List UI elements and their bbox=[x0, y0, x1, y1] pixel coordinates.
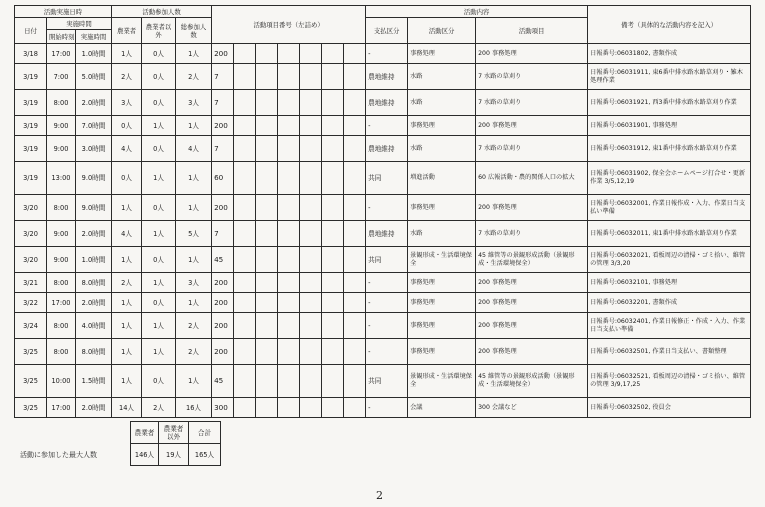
cell-remarks: 日報番号:06032101, 事務処理 bbox=[588, 273, 751, 293]
header-time-group: 実施時間 bbox=[47, 18, 112, 30]
cell-item-code-2 bbox=[234, 44, 256, 64]
cell-item-code-1: 7 bbox=[212, 136, 234, 162]
cell-payment: - bbox=[366, 293, 408, 313]
summary-value-non-farmers: 19人 bbox=[159, 444, 189, 466]
cell-category: 事務処理 bbox=[408, 313, 476, 339]
cell-item: 7 水路の草刈り bbox=[476, 136, 588, 162]
cell-item-code-6 bbox=[322, 44, 344, 64]
cell-total: 3人 bbox=[176, 90, 212, 116]
cell-item-code-7 bbox=[344, 221, 366, 247]
cell-duration: 1.0時間 bbox=[76, 44, 112, 64]
cell-item-code-3 bbox=[256, 339, 278, 365]
header-content-group: 活動内容 bbox=[366, 6, 588, 18]
cell-duration: 2.0時間 bbox=[76, 221, 112, 247]
cell-item: 200 事務処理 bbox=[476, 273, 588, 293]
cell-farmers: 1人 bbox=[112, 313, 142, 339]
cell-start-time: 17:00 bbox=[47, 398, 76, 418]
cell-farmers: 3人 bbox=[112, 90, 142, 116]
cell-item-code-2 bbox=[234, 90, 256, 116]
cell-start-time: 17:00 bbox=[47, 44, 76, 64]
cell-category: 増進活動 bbox=[408, 162, 476, 195]
cell-duration: 8.0時間 bbox=[76, 273, 112, 293]
cell-item-code-3 bbox=[256, 162, 278, 195]
cell-duration: 4.0時間 bbox=[76, 313, 112, 339]
cell-total: 2人 bbox=[176, 339, 212, 365]
cell-item-code-6 bbox=[322, 90, 344, 116]
cell-total: 16人 bbox=[176, 398, 212, 418]
cell-item-code-2 bbox=[234, 64, 256, 90]
cell-item-code-1: 200 bbox=[212, 339, 234, 365]
cell-item-code-4 bbox=[278, 398, 300, 418]
cell-total: 5人 bbox=[176, 221, 212, 247]
summary-value-farmers: 146人 bbox=[131, 444, 159, 466]
cell-payment: 農地維持 bbox=[366, 221, 408, 247]
cell-category: 水路 bbox=[408, 64, 476, 90]
cell-date: 3/19 bbox=[15, 64, 47, 90]
cell-item-code-3 bbox=[256, 44, 278, 64]
cell-item: 200 事務処理 bbox=[476, 195, 588, 221]
cell-non-farmers: 0人 bbox=[142, 90, 176, 116]
summary-header-farmers: 農業者 bbox=[131, 422, 159, 444]
cell-start-time: 9:00 bbox=[47, 116, 76, 136]
cell-item-code-4 bbox=[278, 273, 300, 293]
cell-farmers: 1人 bbox=[112, 44, 142, 64]
cell-item-code-7 bbox=[344, 195, 366, 221]
cell-non-farmers: 0人 bbox=[142, 195, 176, 221]
cell-item-code-2 bbox=[234, 398, 256, 418]
cell-payment: - bbox=[366, 116, 408, 136]
cell-item-code-4 bbox=[278, 365, 300, 398]
table-row bbox=[15, 313, 751, 339]
cell-item: 7 水路の草刈り bbox=[476, 90, 588, 116]
cell-duration: 2.0時間 bbox=[76, 90, 112, 116]
cell-remarks: 日報番号:06031902, 保全会ホームページ打合せ・更新作業 3/5,12,19 bbox=[588, 162, 751, 195]
cell-item-code-1: 45 bbox=[212, 365, 234, 398]
cell-non-farmers: 0人 bbox=[142, 136, 176, 162]
header-category: 活動区分 bbox=[408, 18, 476, 44]
cell-item-code-4 bbox=[278, 221, 300, 247]
activity-record-table bbox=[14, 5, 751, 418]
cell-date: 3/20 bbox=[15, 195, 47, 221]
cell-farmers: 2人 bbox=[112, 64, 142, 90]
cell-total: 1人 bbox=[176, 195, 212, 221]
cell-non-farmers: 2人 bbox=[142, 398, 176, 418]
cell-item-code-7 bbox=[344, 44, 366, 64]
cell-item-code-1: 200 bbox=[212, 313, 234, 339]
cell-item-code-5 bbox=[300, 195, 322, 221]
header-date: 日付 bbox=[15, 18, 47, 44]
cell-payment: - bbox=[366, 273, 408, 293]
cell-item-code-5 bbox=[300, 44, 322, 64]
cell-item-code-2 bbox=[234, 339, 256, 365]
cell-item: 7 水路の草刈り bbox=[476, 64, 588, 90]
cell-item-code-5 bbox=[300, 365, 322, 398]
cell-item-code-1: 300 bbox=[212, 398, 234, 418]
cell-date: 3/19 bbox=[15, 162, 47, 195]
cell-farmers: 0人 bbox=[112, 116, 142, 136]
cell-remarks: 日報番号:06031921, 西3番中排水路水路草刈り作業 bbox=[588, 90, 751, 116]
cell-item-code-1: 45 bbox=[212, 247, 234, 273]
cell-item-code-4 bbox=[278, 339, 300, 365]
table-row bbox=[15, 293, 751, 313]
cell-payment: - bbox=[366, 398, 408, 418]
table-row bbox=[15, 90, 751, 116]
header-remarks: 備考（具体的な活動内容を記入） bbox=[588, 6, 751, 44]
cell-payment: 共同 bbox=[366, 365, 408, 398]
cell-duration: 5.0時間 bbox=[76, 64, 112, 90]
cell-total: 2人 bbox=[176, 64, 212, 90]
cell-remarks: 日報番号:06032201, 書類作成 bbox=[588, 293, 751, 313]
cell-item-code-4 bbox=[278, 90, 300, 116]
cell-remarks: 日報番号:06032021, 看板周辺の清掃・ゴミ拾い、維管の管理 3/3,20 bbox=[588, 247, 751, 273]
cell-item-code-5 bbox=[300, 136, 322, 162]
cell-category: 事務処理 bbox=[408, 44, 476, 64]
table-row bbox=[15, 116, 751, 136]
cell-remarks: 日報番号:06032001, 作業日報作成・入力、作業日当支払い準備 bbox=[588, 195, 751, 221]
cell-item-code-1: 200 bbox=[212, 116, 234, 136]
cell-item-code-3 bbox=[256, 221, 278, 247]
cell-item-code-2 bbox=[234, 247, 256, 273]
cell-item-code-7 bbox=[344, 365, 366, 398]
cell-date: 3/21 bbox=[15, 273, 47, 293]
cell-item-code-1: 200 bbox=[212, 293, 234, 313]
cell-item-code-2 bbox=[234, 293, 256, 313]
cell-item-code-5 bbox=[300, 247, 322, 273]
cell-item-code-7 bbox=[344, 162, 366, 195]
cell-remarks: 日報番号:06032011, 東1番中排水路水路草刈り作業 bbox=[588, 221, 751, 247]
cell-category: 水路 bbox=[408, 90, 476, 116]
cell-total: 1人 bbox=[176, 116, 212, 136]
cell-item-code-7 bbox=[344, 398, 366, 418]
cell-farmers: 0人 bbox=[112, 162, 142, 195]
cell-item: 300 会議など bbox=[476, 398, 588, 418]
cell-date: 3/20 bbox=[15, 247, 47, 273]
cell-category: 景観形成・生活環境保全 bbox=[408, 365, 476, 398]
header-duration: 実施時間 bbox=[76, 30, 112, 44]
cell-item: 45 維管等の景観形成活動（景観形成・生活環境保全） bbox=[476, 365, 588, 398]
cell-item-code-1: 200 bbox=[212, 273, 234, 293]
cell-farmers: 4人 bbox=[112, 221, 142, 247]
table-row bbox=[15, 195, 751, 221]
cell-item-code-2 bbox=[234, 136, 256, 162]
cell-start-time: 10:00 bbox=[47, 365, 76, 398]
cell-item-code-3 bbox=[256, 365, 278, 398]
cell-duration: 1.5時間 bbox=[76, 365, 112, 398]
cell-item-code-7 bbox=[344, 90, 366, 116]
cell-item-code-4 bbox=[278, 195, 300, 221]
cell-item-code-6 bbox=[322, 116, 344, 136]
cell-item: 200 事務処理 bbox=[476, 293, 588, 313]
cell-duration: 9.0時間 bbox=[76, 195, 112, 221]
cell-non-farmers: 1人 bbox=[142, 221, 176, 247]
cell-item-code-5 bbox=[300, 313, 322, 339]
cell-remarks: 日報番号:06031911, 東6番中排水路水路草刈り・雑木処理作業 bbox=[588, 64, 751, 90]
cell-non-farmers: 0人 bbox=[142, 247, 176, 273]
cell-category: 事務処理 bbox=[408, 339, 476, 365]
cell-item-code-6 bbox=[322, 313, 344, 339]
cell-category: 事務処理 bbox=[408, 273, 476, 293]
cell-date: 3/19 bbox=[15, 136, 47, 162]
cell-item-code-1: 7 bbox=[212, 90, 234, 116]
cell-payment: 共同 bbox=[366, 247, 408, 273]
cell-date: 3/25 bbox=[15, 339, 47, 365]
cell-item-code-3 bbox=[256, 195, 278, 221]
cell-duration: 8.0時間 bbox=[76, 339, 112, 365]
cell-item: 200 事務処理 bbox=[476, 44, 588, 64]
cell-item-code-2 bbox=[234, 162, 256, 195]
cell-item-code-7 bbox=[344, 116, 366, 136]
cell-item-code-5 bbox=[300, 116, 322, 136]
cell-farmers: 1人 bbox=[112, 247, 142, 273]
cell-non-farmers: 1人 bbox=[142, 313, 176, 339]
cell-remarks: 日報番号:06032401, 作業日報修正・作成・入力、作業日当支払い準備 bbox=[588, 313, 751, 339]
cell-total: 1人 bbox=[176, 44, 212, 64]
header-total: 総参加人数 bbox=[176, 18, 212, 44]
cell-date: 3/25 bbox=[15, 365, 47, 398]
cell-item-code-7 bbox=[344, 313, 366, 339]
cell-non-farmers: 1人 bbox=[142, 162, 176, 195]
summary-header-non-farmers: 農業者以外 bbox=[159, 422, 189, 444]
cell-farmers: 1人 bbox=[112, 365, 142, 398]
cell-remarks: 日報番号:06032501, 作業日当支払い、書類整理 bbox=[588, 339, 751, 365]
cell-item-code-1: 60 bbox=[212, 162, 234, 195]
cell-date: 3/20 bbox=[15, 221, 47, 247]
cell-total: 3人 bbox=[176, 273, 212, 293]
table-row bbox=[15, 44, 751, 64]
cell-total: 4人 bbox=[176, 136, 212, 162]
header-start: 開始時刻 bbox=[47, 30, 76, 44]
cell-remarks: 日報番号:06032502, 役員会 bbox=[588, 398, 751, 418]
cell-item-code-6 bbox=[322, 398, 344, 418]
cell-payment: 共同 bbox=[366, 162, 408, 195]
cell-non-farmers: 0人 bbox=[142, 44, 176, 64]
cell-farmers: 14人 bbox=[112, 398, 142, 418]
cell-category: 水路 bbox=[408, 136, 476, 162]
cell-payment: 農地維持 bbox=[366, 64, 408, 90]
cell-item-code-1: 7 bbox=[212, 64, 234, 90]
cell-duration: 2.0時間 bbox=[76, 398, 112, 418]
cell-date: 3/25 bbox=[15, 398, 47, 418]
cell-item-code-1: 7 bbox=[212, 221, 234, 247]
cell-item-code-1: 200 bbox=[212, 44, 234, 64]
cell-item-code-7 bbox=[344, 293, 366, 313]
cell-non-farmers: 1人 bbox=[142, 116, 176, 136]
cell-item-code-3 bbox=[256, 64, 278, 90]
cell-item-code-5 bbox=[300, 273, 322, 293]
cell-item-code-7 bbox=[344, 136, 366, 162]
cell-item-code-3 bbox=[256, 90, 278, 116]
cell-remarks: 日報番号:06031912, 東1番中排水路水路草刈り作業 bbox=[588, 136, 751, 162]
header-non-farmers: 農業者以外 bbox=[142, 18, 176, 44]
cell-item-code-5 bbox=[300, 221, 322, 247]
cell-payment: 農地維持 bbox=[366, 90, 408, 116]
cell-item-code-3 bbox=[256, 293, 278, 313]
cell-non-farmers: 0人 bbox=[142, 293, 176, 313]
cell-item-code-2 bbox=[234, 365, 256, 398]
cell-item-code-4 bbox=[278, 116, 300, 136]
cell-item-code-3 bbox=[256, 273, 278, 293]
table-row bbox=[15, 64, 751, 90]
cell-item-code-5 bbox=[300, 293, 322, 313]
table-row bbox=[15, 273, 751, 293]
cell-item-code-3 bbox=[256, 313, 278, 339]
summary-value-total: 165人 bbox=[189, 444, 221, 466]
cell-date: 3/24 bbox=[15, 313, 47, 339]
summary-table bbox=[130, 421, 221, 466]
cell-item-code-6 bbox=[322, 365, 344, 398]
cell-farmers: 1人 bbox=[112, 339, 142, 365]
cell-payment: 農地維持 bbox=[366, 136, 408, 162]
cell-total: 1人 bbox=[176, 293, 212, 313]
cell-item-code-4 bbox=[278, 293, 300, 313]
cell-item: 200 事務処理 bbox=[476, 339, 588, 365]
table-row bbox=[15, 365, 751, 398]
header-item: 活動項目 bbox=[476, 18, 588, 44]
cell-item: 7 水路の草刈り bbox=[476, 221, 588, 247]
cell-item-code-4 bbox=[278, 136, 300, 162]
cell-item-code-3 bbox=[256, 398, 278, 418]
cell-duration: 7.0時間 bbox=[76, 116, 112, 136]
cell-farmers: 1人 bbox=[112, 293, 142, 313]
cell-item: 200 事務処理 bbox=[476, 313, 588, 339]
table-row bbox=[15, 398, 751, 418]
cell-farmers: 4人 bbox=[112, 136, 142, 162]
cell-remarks: 日報番号:06031901, 事務処理 bbox=[588, 116, 751, 136]
cell-payment: - bbox=[366, 44, 408, 64]
cell-item-code-6 bbox=[322, 293, 344, 313]
cell-total: 2人 bbox=[176, 313, 212, 339]
cell-category: 水路 bbox=[408, 221, 476, 247]
cell-item-code-6 bbox=[322, 195, 344, 221]
table-body bbox=[15, 44, 751, 418]
cell-category: 会議 bbox=[408, 398, 476, 418]
cell-item-code-7 bbox=[344, 247, 366, 273]
cell-start-time: 8:00 bbox=[47, 273, 76, 293]
cell-item-code-2 bbox=[234, 116, 256, 136]
table-row bbox=[15, 221, 751, 247]
cell-item-code-2 bbox=[234, 221, 256, 247]
cell-start-time: 8:00 bbox=[47, 313, 76, 339]
cell-payment: - bbox=[366, 195, 408, 221]
cell-item-code-4 bbox=[278, 64, 300, 90]
cell-item-code-7 bbox=[344, 339, 366, 365]
cell-farmers: 1人 bbox=[112, 195, 142, 221]
cell-item-code-5 bbox=[300, 339, 322, 365]
cell-item-code-6 bbox=[322, 247, 344, 273]
cell-item-code-6 bbox=[322, 339, 344, 365]
cell-non-farmers: 1人 bbox=[142, 273, 176, 293]
cell-total: 1人 bbox=[176, 162, 212, 195]
cell-start-time: 8:00 bbox=[47, 90, 76, 116]
page-number: 2 bbox=[376, 489, 383, 502]
cell-item-code-6 bbox=[322, 64, 344, 90]
cell-item-code-5 bbox=[300, 162, 322, 195]
cell-total: 1人 bbox=[176, 365, 212, 398]
cell-date: 3/18 bbox=[15, 44, 47, 64]
cell-start-time: 8:00 bbox=[47, 339, 76, 365]
header-item-codes: 活動項目番号（左詰め） bbox=[212, 6, 366, 44]
cell-remarks: 日報番号:06032521, 看板周辺の清掃・ゴミ拾い、維管の管理 3/9,17,25 bbox=[588, 365, 751, 398]
cell-item-code-5 bbox=[300, 398, 322, 418]
cell-start-time: 7:00 bbox=[47, 64, 76, 90]
cell-farmers: 2人 bbox=[112, 273, 142, 293]
cell-category: 事務処理 bbox=[408, 195, 476, 221]
cell-item-code-4 bbox=[278, 44, 300, 64]
table-row bbox=[15, 247, 751, 273]
table-row bbox=[15, 162, 751, 195]
cell-item-code-4 bbox=[278, 247, 300, 273]
cell-duration: 3.0時間 bbox=[76, 136, 112, 162]
cell-non-farmers: 0人 bbox=[142, 64, 176, 90]
cell-item: 60 広報活動・農的関係人口の拡大 bbox=[476, 162, 588, 195]
summary-label: 活動に参加した最大人数 bbox=[20, 451, 97, 459]
cell-start-time: 8:00 bbox=[47, 195, 76, 221]
cell-item-code-4 bbox=[278, 313, 300, 339]
cell-category: 事務処理 bbox=[408, 293, 476, 313]
cell-date: 3/22 bbox=[15, 293, 47, 313]
cell-item-code-3 bbox=[256, 116, 278, 136]
cell-non-farmers: 0人 bbox=[142, 365, 176, 398]
cell-total: 1人 bbox=[176, 247, 212, 273]
cell-start-time: 9:00 bbox=[47, 247, 76, 273]
table-row bbox=[15, 339, 751, 365]
cell-item-code-2 bbox=[234, 313, 256, 339]
header-farmers: 農業者 bbox=[112, 18, 142, 44]
cell-item: 45 維管等の景観形成活動（景観形成・生活環境保全） bbox=[476, 247, 588, 273]
cell-item-code-6 bbox=[322, 273, 344, 293]
header-payment: 支払区分 bbox=[366, 18, 408, 44]
cell-start-time: 9:00 bbox=[47, 136, 76, 162]
cell-date: 3/19 bbox=[15, 116, 47, 136]
cell-item-code-2 bbox=[234, 195, 256, 221]
cell-item-code-7 bbox=[344, 273, 366, 293]
cell-category: 事務処理 bbox=[408, 116, 476, 136]
cell-item-code-5 bbox=[300, 90, 322, 116]
cell-start-time: 13:00 bbox=[47, 162, 76, 195]
table-row bbox=[15, 136, 751, 162]
cell-payment: - bbox=[366, 339, 408, 365]
cell-item-code-5 bbox=[300, 64, 322, 90]
cell-non-farmers: 1人 bbox=[142, 339, 176, 365]
cell-item-code-2 bbox=[234, 273, 256, 293]
cell-item-code-1: 200 bbox=[212, 195, 234, 221]
cell-category: 景観形成・生活環境保全 bbox=[408, 247, 476, 273]
cell-item-code-4 bbox=[278, 162, 300, 195]
cell-payment: - bbox=[366, 313, 408, 339]
cell-item-code-6 bbox=[322, 162, 344, 195]
cell-item-code-3 bbox=[256, 247, 278, 273]
header-participants-group: 活動参加人数 bbox=[112, 6, 212, 18]
cell-item: 200 事務処理 bbox=[476, 116, 588, 136]
summary-header-total: 合計 bbox=[189, 422, 221, 444]
cell-start-time: 17:00 bbox=[47, 293, 76, 313]
cell-duration: 1.0時間 bbox=[76, 247, 112, 273]
cell-item-code-6 bbox=[322, 136, 344, 162]
cell-item-code-3 bbox=[256, 136, 278, 162]
cell-duration: 9.0時間 bbox=[76, 162, 112, 195]
cell-item-code-6 bbox=[322, 221, 344, 247]
cell-start-time: 9:00 bbox=[47, 221, 76, 247]
cell-duration: 2.0時間 bbox=[76, 293, 112, 313]
cell-item-code-7 bbox=[344, 64, 366, 90]
header-date-group: 活動実施日時 bbox=[15, 6, 112, 18]
cell-remarks: 日報番号:06031802, 書類作成 bbox=[588, 44, 751, 64]
cell-date: 3/19 bbox=[15, 90, 47, 116]
